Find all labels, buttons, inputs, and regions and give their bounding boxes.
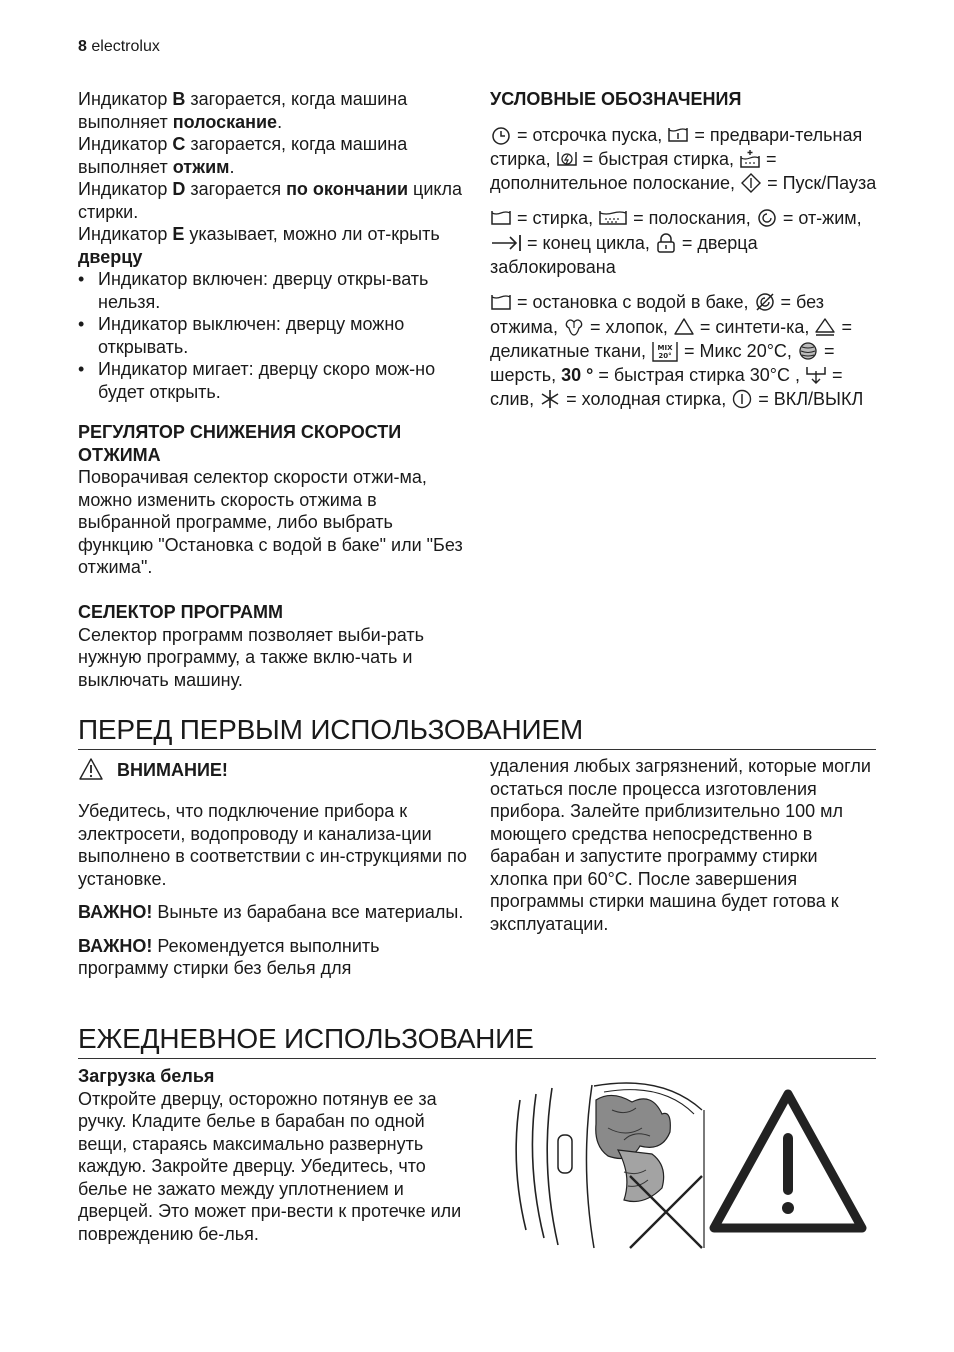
legend-section [490,88,885,412]
section-body: Поворачивая селектор скорости отжи-ма, можно изменить скорость отжима в выбранной программе, либо выбрать функцию "Остановка с водой в баке" или "Без отжима". [78,467,463,577]
start-pause-icon [740,173,762,193]
cold-wash-icon [539,389,561,409]
page-header [78,37,160,57]
first-wash-text: удаления любых загрязнений, которые могли остаться после процесса изготовления прибора. Залейте приблизительно 100 мл моющего средства непосредственно в барабан и запустите программу стирки хлопка при 60°C. После завершения программы стирки машина будет готова к эксплуатации. [490,756,871,934]
end-cycle-icon [490,233,522,253]
drain-icon [805,365,827,385]
loading-illustration [512,1080,882,1250]
delicates-icon [814,317,836,337]
warning-row [78,757,468,783]
synthetics-icon [673,317,695,337]
connection-text: Убедитесь, что подключение прибора к электросети, водопроводу и канализа-ции выполнено в соответствии с ин-струкциями по установке. [78,801,467,889]
rinse-hold-icon [490,292,512,312]
indicator-d-text: Индикатор D загорается по окончании цикла стирки. [78,179,462,222]
section-divider [78,749,876,750]
section-heading: СЕЛЕКТОР ПРОГРАММ [78,602,283,622]
legend-paragraph-1: = отсрочка пуска, = предвари-тельная стирка, = быстрая стирка, = дополнительное полоскание, = Пуск/Пауза [490,124,877,194]
loading-section [78,1065,473,1245]
before-first-use-left [78,757,468,980]
list-item: • Индикатор мигает: дверцу скоро мож-но будет открыть. [78,358,468,403]
on-off-icon [731,389,753,409]
indicators-section [78,88,468,403]
extra-rinse-icon [739,149,761,169]
important-program-text: ВАЖНО! Рекомендуется выполнить программу стирки без белья для [78,935,380,978]
section-divider [78,1058,876,1059]
daily-use-title: ЕЖЕДНЕВНОЕ ИСПОЛЬЗОВАНИЕ [78,1023,534,1054]
delay-start-icon [490,125,512,145]
legend-paragraph-2: = стирка, = полоскания, = от-жим, = конец цикла, = дверца заблокирована [490,208,862,277]
before-first-use-right [490,755,875,935]
svg-text:20°: 20° [658,351,672,360]
indicator-e-text: Индикатор E указывает, можно ли от-крыть дверцу [78,224,440,267]
program-selector-section [78,601,468,691]
rinses-icon [598,208,628,228]
page-number: 8 [78,38,87,55]
section-heading: УСЛОВНЫЕ ОБОЗНАЧЕНИЯ [490,89,742,109]
warning-label: ВНИМАНИЕ! [117,760,228,780]
svg-text:MIX: MIX [657,343,673,352]
important-remove-text: ВАЖНО! Выньте из барабана все материалы. [78,902,464,922]
indicator-b-text: Индикатор B загорается, когда машина выполняет полоскание. [78,89,408,132]
indicator-c-text: Индикатор C загорается, когда машина выполняет отжим. [78,134,408,177]
list-item: • Индикатор выключен: дверцу можно открывать. [78,313,468,358]
loading-text: Откройте дверцу, осторожно потянув ее за ручку. Кладите белье в барабан по одной вещи, стараясь максимально развернуть каждую. Закройте дверцу. Убедитесь, что белье не зажато между уплотнением и дверцей. Это может при-вести к протечке или повреждению бе-лья. [78,1088,462,1244]
prewash-icon [667,125,689,145]
wash-icon [490,208,512,228]
list-item: • Индикатор включен: дверцу откры-вать нельзя. [78,268,468,313]
legend-paragraph-3: = остановка с водой в баке, = без отжима, = хлопок, = синтети-ка, = деликатные ткани, MIX 20° = Микс 20°C, = шерсть, 30 ° = быстрая стирка 30°C , = слив, = холодная стирка, = ВКЛ/ВЫКЛ [490,292,864,410]
indicator-e-list [78,268,468,403]
no-spin-icon [754,292,776,312]
loading-subtitle: Загрузка белья [78,1066,215,1086]
section-body: Селектор программ позволяет выби-рать нужную программу, а также вклю-чать и выключать машину. [78,624,424,690]
mix-icon [651,341,679,361]
wool-icon [797,341,819,361]
door-drum-drawing [512,1080,882,1250]
spin-icon [756,208,778,228]
spin-regulator-section [78,421,468,579]
door-locked-icon [655,233,677,253]
cotton-icon [563,317,585,337]
brand-name: electrolux [91,38,160,55]
quick-wash-icon [556,149,578,169]
warning-icon [78,757,104,781]
before-first-use-title: ПЕРЕД ПЕРВЫМ ИСПОЛЬЗОВАНИЕМ [78,714,584,745]
section-heading: РЕГУЛЯТОР СНИЖЕНИЯ СКОРОСТИ ОТЖИМА [78,422,402,465]
